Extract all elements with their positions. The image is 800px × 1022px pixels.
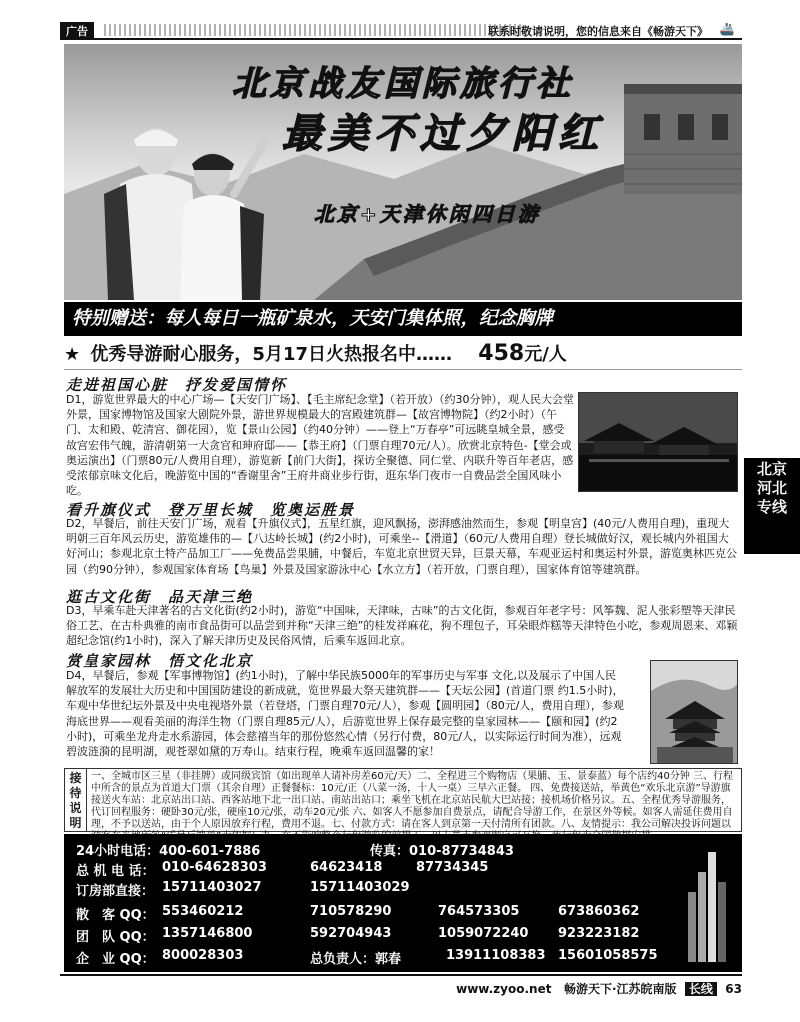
individual-qq-4: 673860362: [558, 904, 640, 919]
day3-text: D3，早乘车赴天津著名的古文化街(约2小时)，游览“中国味，天津味，古味”的古文化街，参观百年老字号：风筝魏、泥人张彩塑等天津民俗工艺、在古朴典雅的南市食品街可以品尝到并称“天津三绝”的桂发祥麻花，狗不理包子，耳朵眼炸糕等天津特色小吃，参观周恩来、邓颖超纪念馆(约1小时)，深入了解天津历史及民俗风情，后乘车返回北京。: [66, 604, 738, 648]
side-tab-line1: 北京: [756, 460, 787, 478]
page-number: 63: [725, 982, 742, 996]
direct-phone-1: 15711403027: [162, 880, 262, 895]
star-icon: ★: [64, 344, 81, 365]
notes-text: 一、全城市区三星（非挂牌）或同级宾馆（如出现单人请补房差60元/天）二、全程进三个购物店（果脯、玉、景泰蓝）每个店约40分钟 三、行程中所含的景点为首道大门票（其余自理）正餐餐标：10元/正（八菜一汤，十人一桌）三早六正餐。 四、免费接送站，举黄色“欢乐北京游”导游旗接送火车站：北京站出口站、西客站地下北一出口站、南站出站口；乘坐飞机在北京站民航大巴站接；接机场价格另议。五、全程优秀导游服务，代订回程服务：硬卧30元/张，硬座10元/张，动车20元/张 六、如客人不愿参加自费景点，请配合导游工作，在景区外等候。如客人需延住费用自理，不予以送站，由于个人原因放弃行程，费用不退。七、付款方式：请在客人到京第一天付清所有团款。八、友情提示：我公司解决投诉问题以: [91, 771, 733, 830]
individual-qq-2: 710578290: [310, 904, 392, 919]
hotline-row: [76, 840, 260, 859]
decorative-bars: [688, 852, 728, 962]
day4-heading: 赏皇家园林 悟文化北京: [66, 652, 254, 670]
day4-text: D4，早餐后，参观【军事博物馆】(约1小时)，了解中华民族5000年的军事历史与军事 文化,以及展示了中国人民解放军的发展壮大历史和中国国防建设的新成就，览世界最大祭天建筑群——【天坛公园】(首道门票 约1.5小时)，车观中华世纪坛外景及中央电视塔外景（若登塔，门票自理70元/人），参观【圆明园】（80元/人，费用自理），参观海底世界——观看美丽的海洋生物（门票自理85元/人），后游览世界上保存最完整的皇家园林——【颐和园】(约2小时)，可乘坐龙舟走水系游园，体会慈禧当年的那份悠然心情（另行付费，80元/人，以实际运行时间为准），远观碧波涟漪的昆明湖，观苍翠如黛的万寿山。结束行程，晚乘车返回温馨的家！: [66, 669, 624, 759]
main-phone-row: [76, 860, 155, 879]
ad-tag: 广告: [60, 22, 94, 40]
main-phone-3: 87734345: [416, 860, 489, 875]
forbidden-city-photo: [578, 392, 738, 492]
main-phone-1: 010-64628303: [162, 860, 267, 875]
manager-phone-1: 13911108383: [446, 948, 546, 963]
side-tab-line2: 河北: [756, 479, 787, 497]
contact-block: [64, 834, 742, 972]
manager-name: 郭春: [375, 952, 402, 967]
hotline-number: 400-601-7886: [159, 844, 261, 859]
company-qq: 800028303: [162, 948, 244, 963]
group-qq-label: 团 队 QQ：: [76, 930, 155, 945]
direct-row: [76, 880, 154, 899]
group-qq-4: 923223182: [558, 926, 640, 941]
top-bar: [60, 22, 742, 40]
gift-banner: 特别赠送：每人每日一瓶矿泉水，天安门集体照，纪念胸牌: [64, 302, 742, 336]
fax-number: 010-87734843: [409, 844, 514, 859]
temple-of-heaven-photo: [650, 660, 738, 764]
day1-heading: 走进祖国心脏 抒发爱国情怀: [66, 376, 288, 394]
group-qq-1: 1357146800: [162, 926, 253, 941]
individual-qq-1: 553460212: [162, 904, 244, 919]
tour-name: 北京+天津休闲四日游: [314, 202, 541, 226]
footer-info: [456, 980, 742, 997]
footer-publication: 畅游天下·江苏皖南版: [564, 982, 677, 996]
side-tab-beijing-hebei: [744, 458, 800, 554]
individual-qq-label: 散 客 QQ：: [76, 908, 155, 923]
group-qq-2: 592704943: [310, 926, 392, 941]
decorative-hatch: [104, 24, 524, 36]
individual-qq-row: [76, 904, 155, 923]
footer-website: www.zyoo.net: [456, 982, 552, 996]
main-phone-2: 64623418: [310, 860, 383, 875]
fax-label: 传真：: [370, 844, 410, 859]
group-qq-row: [76, 926, 155, 945]
side-tab-line3: 专线: [756, 498, 787, 516]
source-note: 联系时敬请说明，您的信息来自《畅游天下》: [488, 25, 708, 38]
day3-heading: 逛古文化街 品天津三绝: [66, 588, 254, 606]
manager-row: [310, 948, 401, 967]
promo-line: [64, 340, 742, 370]
promo-text: 优秀导游耐心服务，5月17日火热报名中……: [90, 344, 452, 365]
company-qq-label: 企 业 QQ：: [76, 952, 155, 967]
main-phone-label: 总 机 电 话：: [76, 864, 155, 879]
footer-section-tag: 长线: [685, 982, 717, 996]
group-qq-3: 1059072240: [438, 926, 529, 941]
price-unit: 元/人: [524, 344, 567, 365]
fax-row: [370, 840, 514, 859]
page-footer: [60, 974, 742, 994]
day1-text: D1，游览世界最大的中心广场—【天安门广场】、【毛主席纪念堂】（若开放）（约30分钟），观人民大会堂外景，国家博物馆及国家大剧院外景，游世界规模最大的宫殿建筑群—【故宫博物院】（约2小时）（午门、太和殿、乾清宫、御花园），览【景山公园】（约40分钟）——登上“万春亭”可远眺皇城全景，感受故宫宏伟气魄，游清朝第一大贪官和珅府邸——【恭王府】（门票自理70元/人）。欣赏北京特色-【堂会或奥运演出】（门票80元/人费用自理），游览新【前门大街】，探访全聚德、同仁堂、内联升等百年老店，感受浓郁京味文化后，晚游览中国的“香谢里舍”王府井商业步行街，逛东华门夜市一自费品尝全国风味小吃。: [66, 393, 574, 498]
direct-label: 订房部直接：: [76, 884, 155, 899]
reception-notes: [64, 768, 742, 832]
hero-banner: [64, 44, 742, 300]
publication-logo-icon: 🚢: [719, 22, 735, 36]
day2-heading: 看升旗仪式 登万里长城 览奥运胜景: [66, 501, 356, 519]
day2-text: D2，早餐后，前往天安门广场，观看【升旗仪式】，五星红旗，迎风飘扬，澎湃感油然而生，参观【明皇宫】(40元/人费用自理)，重现大明朝三百年风云历史，游览雄伟的—【八达岭长城】(约2小时)，可乘坐--【滑道】（60元/人费用自理）登长城做好汉，观长城内外祖国大好河山；参观北京土特产品加工厂——免费品尝果脯，中餐后，车览北京世贸天异，巨景天幕，车观亚运村和奥运村外景，游览奥林匹克公园（约90分钟），参观国家体育场【鸟巢】外景及国家游泳中心【水立方】（若开放，门票自理），国家体育馆等建筑群。: [66, 517, 737, 576]
company-qq-row: [76, 948, 155, 967]
price-value: 458: [478, 341, 525, 366]
hotline-label: 24小时电话：: [76, 844, 160, 859]
hero-slogan: 最美不过夕阳红: [282, 110, 604, 157]
manager-phone-2: 15601058575: [558, 948, 658, 963]
direct-phone-2: 15711403029: [310, 880, 410, 895]
manager-label: 总负责人：: [310, 952, 376, 967]
agency-title: 北京战友国际旅行社: [232, 64, 574, 104]
notes-label: 接待说明: [65, 769, 87, 831]
individual-qq-3: 764573305: [438, 904, 520, 919]
